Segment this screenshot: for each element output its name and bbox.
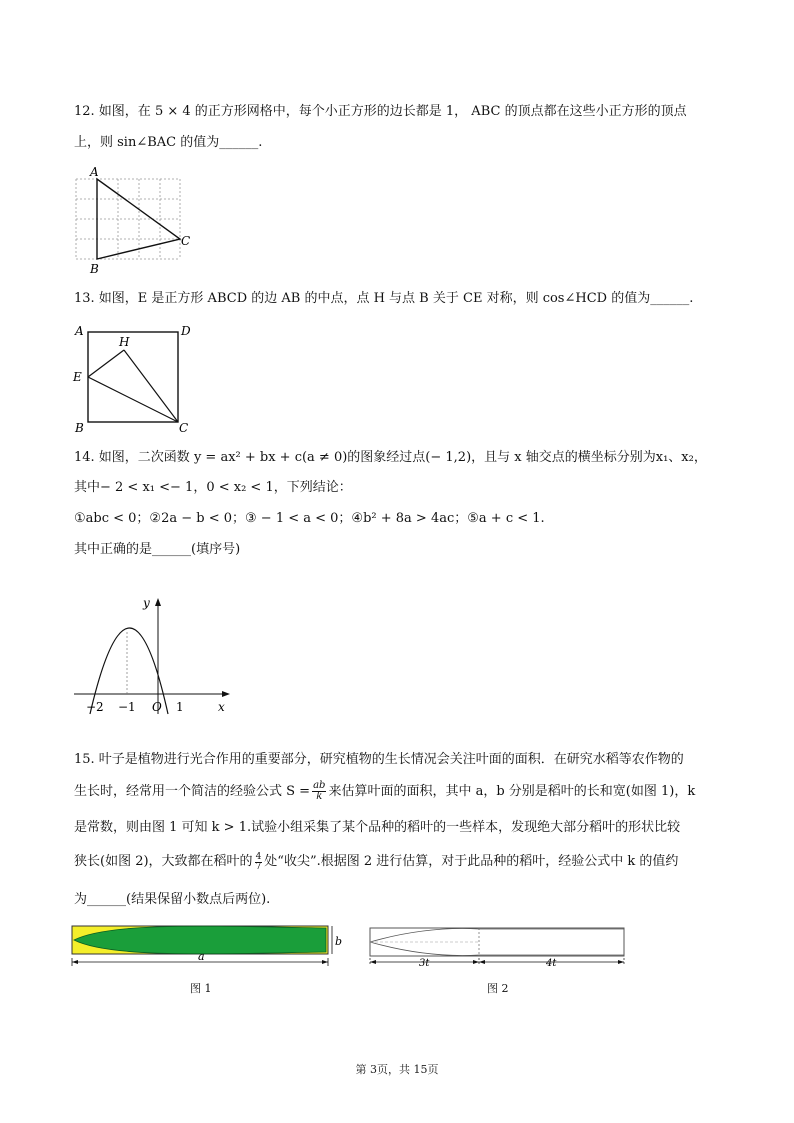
q15-line4-part-b: 处“收尖”.根据图 2 进行估算，对于此品种的稻叶，经验公式中 k 的值约 (264, 854, 679, 869)
label-m2: −2 (86, 700, 104, 714)
q12-line2: 上，则 sin∠BAC 的值为______. (74, 135, 263, 150)
label-b: B (90, 262, 99, 276)
q14-line2: 其中− 2 < x₁ <− 1，0 < x₂ < 1，下列结论： (74, 480, 352, 495)
label-o: O (152, 700, 162, 714)
q15-line2-part-a: 生长时，经常用一个简洁的经验公式 S = (74, 783, 311, 799)
q15-line4 (74, 852, 678, 872)
q14-line1: 14. 如图，二次函数 y = ax² + bx + c(a ≠ 0)的图象经过点(− 1,2)，且与 x 轴交点的横坐标分别为x₁、x₂， (74, 450, 707, 465)
fig2-caption: 图 2 (487, 982, 509, 995)
q13-line1: 13. 如图，E 是正方形 ABCD 的边 AB 的中点，点 H 与点 B 关于 CE 对称，则 cos∠HCD 的值为______. (74, 291, 694, 306)
fraction2-numerator: 4 (255, 851, 262, 862)
label-4t: 4t (546, 958, 557, 969)
label-e: E (73, 370, 82, 384)
label-d: D (181, 324, 191, 338)
label-c: C (179, 421, 189, 435)
q13-square-figure (70, 318, 200, 436)
q12-grid-figure (70, 164, 190, 276)
q15-line2-part-b: 来估算叶面的面积，其中 a，b 分别是稻叶的长和宽(如图 1)，k (328, 783, 696, 799)
label-m1: −1 (118, 700, 136, 714)
q15-line3: 是常数，则由图 1 可知 k > 1.试验小组采集了某个品种的稻叶的一些样本，发现绝大部分稻叶的形状比较 (74, 820, 681, 835)
label-a: A (90, 165, 99, 179)
label-p1: 1 (176, 700, 184, 714)
y-arrow-icon (155, 598, 161, 606)
segment-ec (88, 377, 178, 422)
q14-parabola-figure (70, 590, 240, 720)
label-y: y (143, 596, 150, 610)
label-a: a (198, 950, 205, 963)
label-x: x (218, 700, 225, 714)
segment-hc (124, 350, 178, 422)
q15-line2 (74, 781, 695, 802)
label-b: b (335, 935, 343, 948)
label-b: B (75, 421, 84, 435)
q14-line4: 其中正确的是______(填序号) (74, 542, 241, 557)
q15-line5: 为______(结果保留小数点后两位). (74, 892, 271, 907)
fraction2-denominator: 7 (255, 861, 262, 872)
fraction-4-over-7 (255, 853, 263, 872)
q15-line1: 15. 叶子是植物进行光合作用的重要部分，研究植物的生长情况会关注叶面的面积．在研究水稻等农作物的 (74, 752, 684, 767)
grid-lines (76, 179, 180, 259)
q14-line3: ①abc < 0；②2a − b < 0；③ − 1 < a < 0；④b² + 8a > 4ac；⑤a + c < 1. (74, 511, 545, 526)
label-c: C (181, 234, 190, 248)
leaf-outline (370, 929, 624, 956)
label-h: H (119, 335, 130, 349)
fig1-caption: 图 1 (190, 982, 212, 995)
page-footer: 第 3页，共 15页 (355, 1063, 439, 1076)
square-abcd (88, 332, 178, 422)
label-3t: 3t (419, 958, 430, 969)
segment-eh (88, 350, 124, 377)
fraction-denominator: k (316, 791, 323, 802)
fraction-ab-over-k (312, 781, 326, 802)
x-arrow-icon (222, 691, 230, 697)
label-a: A (75, 324, 84, 338)
q12-line1: 12. 如图，在 5 × 4 的正方形网格中，每个小正方形的边长都是 1， ABC 的顶点都在这些小正方形的顶点 (74, 104, 687, 119)
q15-line4-part-a: 狭长(如图 2)，大致都在稻叶的 (74, 854, 253, 869)
outer-rect (370, 928, 624, 956)
fraction-numerator: ab (313, 780, 326, 791)
